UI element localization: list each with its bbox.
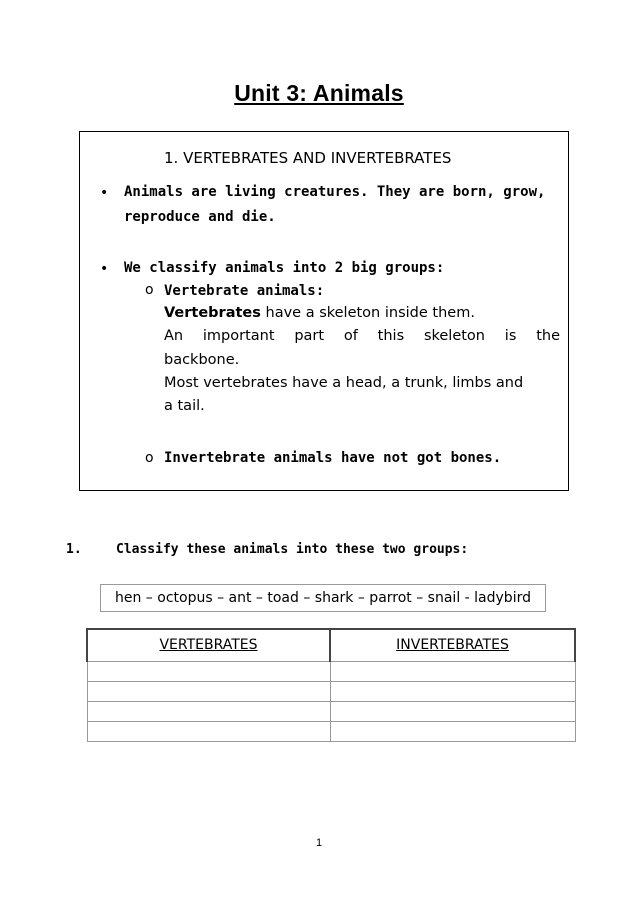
answer-cell-vertebrate[interactable] xyxy=(87,701,330,721)
word: skeleton xyxy=(423,328,485,344)
vertebrates-line-1 xyxy=(164,305,560,321)
vertebrates-line-1-rest: have a skeleton inside them. xyxy=(260,305,475,321)
word: An xyxy=(164,328,184,344)
vertebrates-line-5: a tail. xyxy=(164,398,205,414)
sub-list-marker: o xyxy=(145,450,154,466)
bullet-text-classify: We classify animals into 2 big groups: xyxy=(124,260,445,276)
word: the xyxy=(536,328,560,344)
answer-cell-vertebrate[interactable] xyxy=(87,681,330,701)
exercise-number: 1. xyxy=(66,542,82,557)
answer-cell-vertebrate[interactable] xyxy=(87,721,330,741)
word: part xyxy=(294,328,325,344)
word: is xyxy=(504,328,517,344)
table-row xyxy=(87,681,575,701)
answer-cell-invertebrate[interactable] xyxy=(330,661,575,681)
word: of xyxy=(343,328,358,344)
table-row xyxy=(87,661,575,681)
vertebrates-line-4: Most vertebrates have a head, a trunk, limbs and xyxy=(164,375,524,391)
animal-list-box: hen – octopus – ant – toad – shark – parrot – snail - ladybird xyxy=(100,584,546,612)
table-row xyxy=(87,721,575,741)
page-title: Unit 3: Animals xyxy=(234,80,404,106)
answer-cell-invertebrate[interactable] xyxy=(330,681,575,701)
header-invertebrates: INVERTEBRATES xyxy=(330,629,575,661)
vertebrates-bold-word: Vertebrates xyxy=(164,305,261,321)
answer-cell-invertebrate[interactable] xyxy=(330,721,575,741)
exercise-instruction: Classify these animals into these two groups: xyxy=(116,542,469,557)
vertebrates-line-2 xyxy=(164,328,560,344)
vertebrate-heading: Vertebrate animals: xyxy=(164,283,325,299)
bullet-text-living-creatures: Animals are living creatures. They are born, grow, reproduce and die. xyxy=(124,184,546,225)
table-header-row xyxy=(87,629,575,661)
answer-cell-vertebrate[interactable] xyxy=(87,661,330,681)
header-vertebrates: VERTEBRATES xyxy=(87,629,330,661)
page-number: 1 xyxy=(315,837,323,849)
answer-cell-invertebrate[interactable] xyxy=(330,701,575,721)
word: important xyxy=(202,328,275,344)
invertebrate-heading: Invertebrate animals have not got bones. xyxy=(164,450,502,466)
bullet-marker: • xyxy=(100,261,109,277)
table-row xyxy=(87,701,575,721)
box-heading: 1. VERTEBRATES AND INVERTEBRATES xyxy=(164,149,452,167)
vertebrates-line-3: backbone. xyxy=(164,352,240,368)
word: this xyxy=(377,328,405,344)
classification-table xyxy=(86,628,576,742)
bullet-marker: • xyxy=(100,185,109,201)
sub-list-marker: o xyxy=(145,282,154,298)
